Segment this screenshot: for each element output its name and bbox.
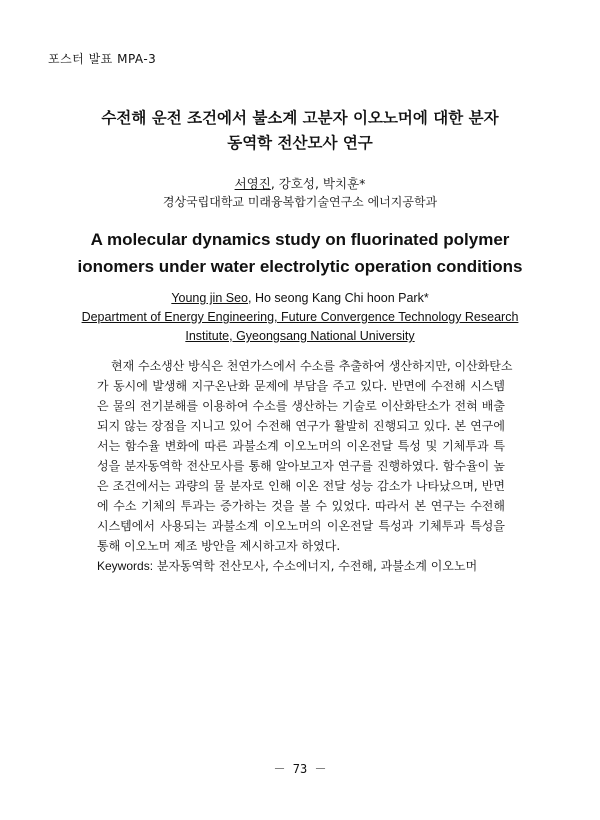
abstract-body [97,356,513,556]
english-co-authors: , Ho seong Kang Chi hoon Park* [248,291,429,305]
korean-authors [40,174,560,193]
abstract-line: 통해 이오노머 제조 방안을 제시하고자 하였다. [97,539,341,553]
abstract-line: 되지 않는 장점을 지니고 있어 수전해 연구가 활발히 진행되고 있다. 본 연구에 [97,419,505,433]
korean-title-line-2: 동역학 전산모사 연구 [227,134,373,152]
keywords [97,556,477,576]
page-number: － 73 － [273,762,327,776]
english-affiliation-line-2: Institute, Gyeongsang National University [185,329,415,343]
abstract-line: 성을 분자동역학 전산모사를 통해 알아보고자 연구를 진행하였다. 함수율이 높 [97,459,505,473]
abstract-line: 에 수소 기체의 투과는 증가하는 것을 볼 수 있었다. 따라서 본 연구는 수전해 [97,499,505,513]
english-authors [40,289,560,308]
abstract-line: 시스템에서 사용되는 과불소계 이오노머의 이온전달 특성과 기체투과 특성을 [97,519,505,533]
english-title [40,226,560,280]
english-affiliation-line-1: Department of Energy Engineering, Future Convergence Technology Research [81,310,519,324]
abstract-line: 은 물의 전기분해를 이용하여 수소를 생산하는 기술로 이산화탄소가 전혀 배출 [97,399,505,413]
korean-co-authors: , 강호성, 박치훈* [270,176,366,191]
english-title-line-1: A molecular dynamics study on fluorinated polymer [90,230,510,249]
english-first-author: Young jin Seo [171,291,249,305]
korean-affiliation: 경상국립대학교 미래융복합기술연구소 에너지공학과 [162,195,438,209]
korean-first-author: 서영진 [234,176,271,191]
abstract-line: 서는 함수율 변화에 따른 과불소계 이오노머의 이온전달 특성 및 기체투과 특 [97,439,505,453]
english-affiliation [80,308,520,346]
keywords-label: Keywords: [97,559,154,573]
korean-title [40,106,560,156]
keywords-text: 분자동역학 전산모사, 수소에너지, 수전해, 과불소계 이오노머 [156,559,478,573]
korean-title-line-1: 수전해 운전 조건에서 불소계 고분자 이오노머에 대한 분자 [101,109,499,127]
session-header: 포스터 발표 MPA-3 [48,52,157,66]
abstract-line: 현재 수소생산 방식은 천연가스에서 수소를 추출하여 생산하지만, 이산화탄소 [111,359,513,373]
abstract-line: 은 조건에서는 과량의 물 분자로 인해 이온 전달 성능 감소가 나타났으며, 반면 [97,479,505,493]
english-title-line-2: ionomers under water electrolytic operation conditions [77,257,523,276]
abstract-line: 가 동시에 발생해 지구온난화 문제에 부담을 주고 있다. 반면에 수전해 시스템 [97,379,505,393]
